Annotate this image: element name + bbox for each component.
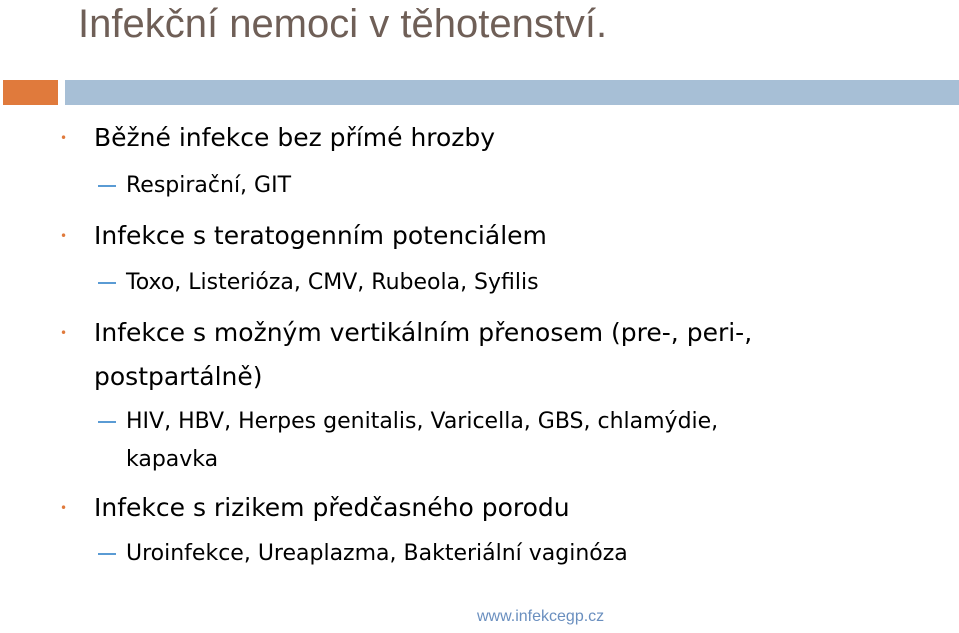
subitem-3-1-text-line1: HIV, HBV, Herpes genitalis, Varicella, GBS, chlamýdie, xyxy=(126,409,719,434)
subitem-2-1-text: Toxo, Listerióza, CMV, Rubeola, Syfilis xyxy=(126,270,539,295)
subitem-2-1 xyxy=(126,270,539,296)
subitem-4-1 xyxy=(126,541,628,567)
bullet-icon: • xyxy=(60,501,68,515)
subitem-3-1-text-line2: kapavka xyxy=(126,447,219,472)
bullet-item-3 xyxy=(60,318,753,348)
bullet-icon: • xyxy=(60,131,68,145)
bullet-item-4-text: Infekce s rizikem předčasného porodu xyxy=(94,493,570,522)
dash-icon xyxy=(98,553,116,555)
bullet-item-3-continued xyxy=(94,362,263,392)
dash-icon xyxy=(98,421,116,423)
bullet-item-2-text: Infekce s teratogenním potenciálem xyxy=(94,221,547,250)
bullet-item-3-text-line2: postpartálně) xyxy=(94,362,263,391)
subitem-1-1-text: Respirační, GIT xyxy=(126,173,292,198)
dash-icon xyxy=(98,185,116,187)
subitem-3-1-continued xyxy=(126,447,218,473)
bullet-item-4 xyxy=(60,493,570,523)
bullet-item-1 xyxy=(60,123,496,153)
footer-url: www.infekcegp.cz xyxy=(477,608,605,625)
dash-icon xyxy=(98,282,116,284)
subitem-1-1 xyxy=(126,173,291,199)
subitem-4-1-text: Uroinfekce, Ureaplazma, Bakteriální vaginóza xyxy=(126,541,628,566)
bullet-icon: • xyxy=(60,326,68,340)
title-accent-bar-blue xyxy=(65,80,959,105)
bullet-item-2 xyxy=(60,221,547,251)
bullet-item-3-text-line1: Infekce s možným vertikálním přenosem (pre-, peri-, xyxy=(94,318,753,347)
bullet-item-1-text: Běžné infekce bez přímé hrozby xyxy=(94,123,496,152)
title-accent-bar-orange xyxy=(3,80,58,105)
bullet-icon: • xyxy=(60,229,68,243)
subitem-3-1 xyxy=(126,409,718,435)
slide-title: Infekční nemoci v těhotenství. xyxy=(78,2,608,46)
